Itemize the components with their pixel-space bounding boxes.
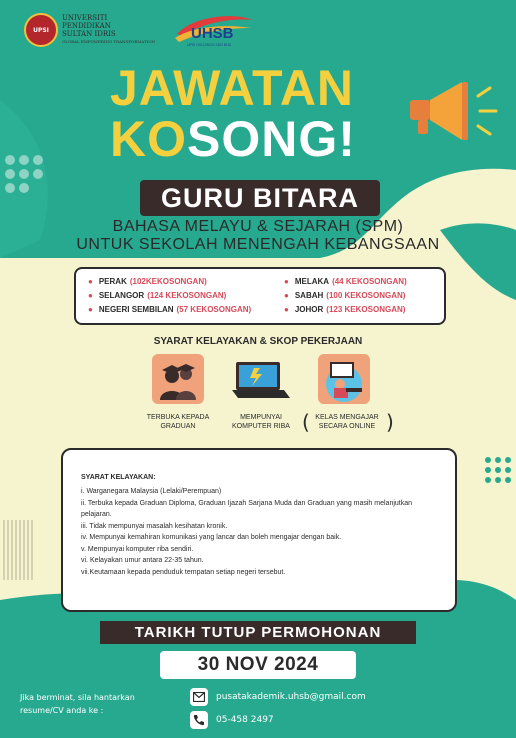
laptop-icon <box>232 354 290 404</box>
subject-text: BAHASA MELAYU & SEJARAH (SPM) UNTUK SEKOLAH MENENGAH KEBANGSAAN <box>76 218 440 253</box>
phone-contact[interactable] <box>190 711 274 729</box>
requirements-box <box>61 448 457 612</box>
logo-bar <box>24 12 255 48</box>
online-class-icon <box>318 354 370 404</box>
bracket-right: ) <box>386 410 394 434</box>
vacancy-column-right <box>284 275 407 317</box>
headline-line2: KOSONG! <box>110 111 356 167</box>
requirement-item: v. Mempunyai komputer riba sendiri. <box>81 545 194 553</box>
vacancy-item: ● PERAK (102KEKOSONGAN) <box>88 277 207 286</box>
vacancy-item: ● SELANGOR (124 KEKOSONGAN) <box>88 291 227 300</box>
requirement-item: iii. Tidak mempunyai masalah kesihatan kronik. <box>81 522 228 530</box>
uhsb-logo <box>173 12 255 48</box>
email-contact[interactable] <box>190 688 366 706</box>
phone-icon <box>190 711 208 729</box>
apply-instruction: Jika berminat, sila hantarkan resume/CV anda ke : <box>20 693 135 715</box>
vacancy-list <box>74 267 446 325</box>
email-text[interactable]: pusatakademik.uhsb@gmail.com <box>216 692 366 702</box>
svg-text:UPSI HOLDINGS SDN BHD: UPSI HOLDINGS SDN BHD <box>187 43 232 47</box>
closing-date: 30 NOV 2024 <box>160 651 356 679</box>
scope-heading: SYARAT KELAYAKAN & SKOP PEKERJAAN <box>153 336 363 347</box>
vacancy-item: ● NEGERI SEMBILAN (57 KEKOSONGAN) <box>88 305 252 314</box>
position-title: GURU BITARA <box>161 182 359 213</box>
svg-text:UHSB: UHSB <box>191 25 234 42</box>
upsi-seal-icon: UPSI <box>24 13 58 47</box>
requirement-item: i. Warganegara Malaysia (Lelaki/Perempuan) <box>81 488 222 495</box>
vacancy-column-left <box>88 275 251 317</box>
uhsb-swoosh-icon <box>173 12 255 48</box>
scope-label-online: KELAS MENGAJAR SECARA ONLINE <box>315 414 379 430</box>
megaphone-icon <box>404 78 504 148</box>
requirement-item: vi. Kelayakan umur antara 22-35 tahun. <box>81 557 204 564</box>
vacancy-item: ● JOHOR (123 KEKOSONGAN) <box>284 305 406 314</box>
bracket-left: ( <box>302 410 310 434</box>
requirement-item: vii.Keutamaan kepada penduduk tempatan setiap negeri tersebut. <box>81 568 286 576</box>
closing-date-label: TARIKH TUTUP PERMOHONAN <box>100 621 416 644</box>
requirement-item: iv. Mempunyai kemahiran komunikasi yang lancar dan boleh mengajar dengan baik. <box>81 534 342 541</box>
upsi-logo <box>24 13 155 47</box>
headline-line1: JAWATAN <box>110 60 355 116</box>
vacancy-item: ● MELAKA (44 KEKOSONGAN) <box>284 277 407 286</box>
requirements-title: SYARAT KELAYAKAN: <box>81 474 156 481</box>
vacancy-item: ● SABAH (100 KEKOSONGAN) <box>284 291 406 300</box>
graduates-icon <box>152 354 204 404</box>
requirements-list <box>81 486 443 578</box>
scope-label-graduates: TERBUKA KEPADA GRADUAN <box>146 414 210 430</box>
email-icon <box>190 688 208 706</box>
upsi-name: UNIVERSITI PENDIDIKAN SULTAN IDRIS GLOBAL EMPOWERING TRANSFORMATION <box>62 14 156 44</box>
position-title-box <box>140 180 380 216</box>
requirement-item: ii. Terbuka kepada Graduan Diploma, Graduan Ijazah Sarjana Muda dan Graduan yang masih melanjutkan pelajaran. <box>81 499 413 518</box>
scope-label-laptop: MEMPUNYAI KOMPUTER RIBA <box>232 414 290 430</box>
phone-text[interactable]: 05-458 2497 <box>216 715 274 725</box>
